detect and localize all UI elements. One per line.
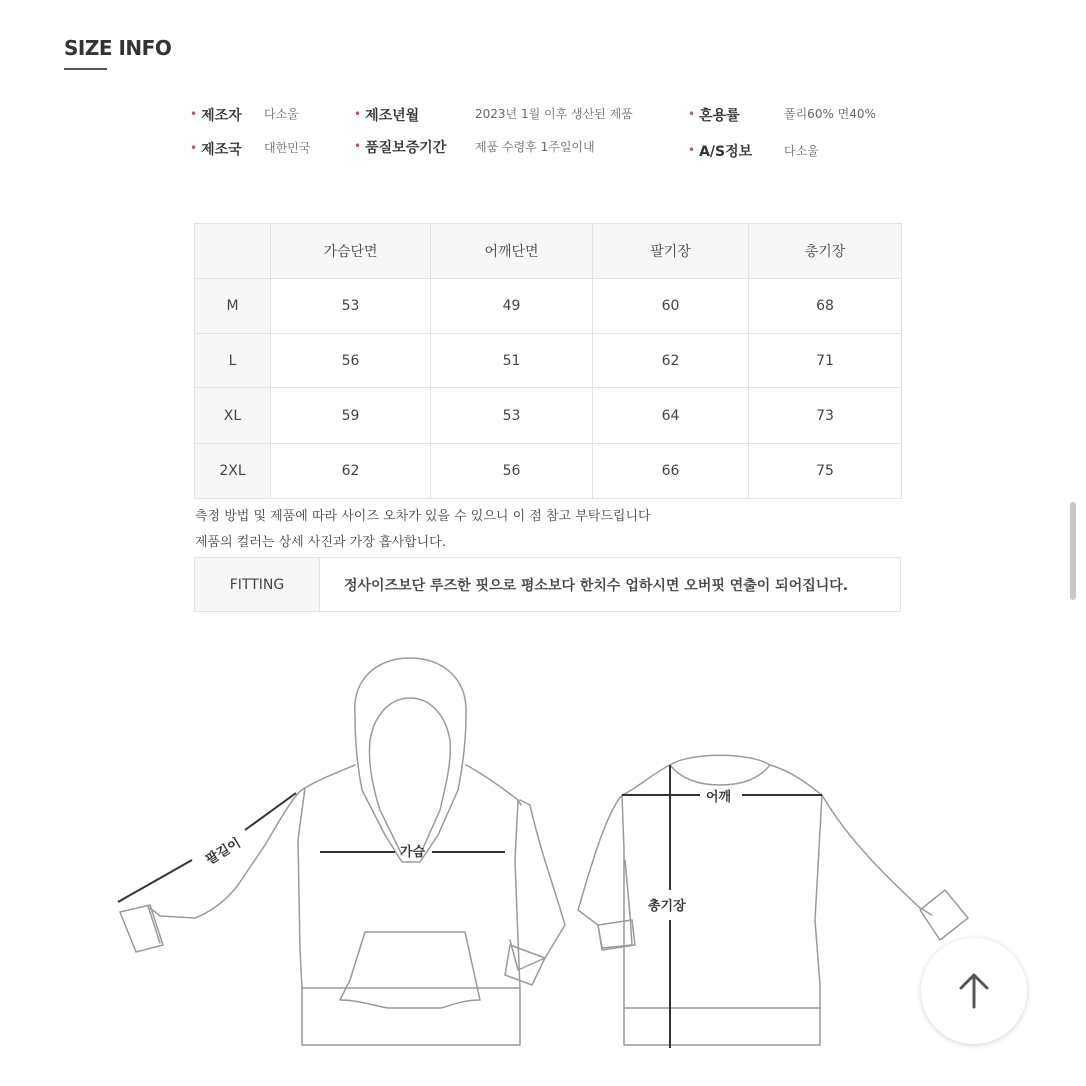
table-cell: 56 [271, 334, 431, 388]
table-cell: 56 [431, 444, 593, 499]
bullet-dot-icon: • [190, 107, 198, 121]
sleeve-measure-label: 팔길이 [203, 835, 244, 869]
hoodie-measurement-diagram [0, 640, 1086, 1086]
table-cell: 64 [593, 388, 749, 444]
hoodie-back-illustration [578, 755, 968, 1045]
section-title: SIZE INFO [64, 36, 172, 60]
table-cell: 53 [431, 388, 593, 444]
bullet-dot-icon: • [354, 139, 362, 153]
table-cell: 68 [749, 279, 902, 334]
fitting-text: 정사이즈보단 루즈한 핏으로 평소보다 한치수 업하시면 오버핏 연출이 되어집니다. [344, 577, 849, 594]
table-row [195, 334, 902, 388]
table-cell: 66 [593, 444, 749, 499]
info-as-label: • A/S정보 [688, 143, 753, 160]
table-cell: 49 [431, 279, 593, 334]
table-cell: 62 [593, 334, 749, 388]
table-row-size: XL [195, 388, 271, 444]
info-date-value: 2023년 1월 이후 생산된 제품 [475, 107, 633, 121]
table-header-cell: 총기장 [749, 224, 902, 279]
bullet-dot-icon: • [190, 141, 198, 155]
table-row-size: M [195, 279, 271, 334]
info-maker-label: • 제조자 [190, 107, 242, 124]
length-measure-label: 총기장 [648, 899, 686, 914]
table-cell: 71 [749, 334, 902, 388]
fitting-label: FITTING [195, 558, 320, 611]
table-header-cell [195, 224, 271, 279]
scroll-to-top-button[interactable] [921, 938, 1027, 1044]
table-row [195, 388, 902, 444]
table-cell: 60 [593, 279, 749, 334]
table-cell: 62 [271, 444, 431, 499]
bullet-dot-icon: • [688, 107, 696, 121]
measurement-note: 측정 방법 및 제품에 따라 사이즈 오차가 있을 수 있으니 이 점 참고 부탁드립니다 [195, 509, 651, 524]
table-header-row [195, 224, 902, 279]
info-maker-value: 다소울 [264, 107, 299, 121]
table-row [195, 444, 902, 499]
info-as-value: 다소울 [784, 144, 819, 158]
info-warranty-label: • 품질보증기간 [354, 139, 447, 156]
table-cell: 59 [271, 388, 431, 444]
table-cell: 51 [431, 334, 593, 388]
info-material-label: • 혼용률 [688, 107, 740, 124]
info-material-value: 폴리60% 면40% [784, 107, 876, 121]
info-country-value: 대한민국 [264, 141, 311, 155]
size-table [194, 223, 902, 499]
fitting-box [194, 557, 901, 612]
table-cell: 53 [271, 279, 431, 334]
arrow-up-icon [952, 969, 996, 1013]
table-row-size: 2XL [195, 444, 271, 499]
title-underline [64, 68, 107, 70]
info-warranty-value: 제품 수령후 1주일이내 [475, 140, 595, 154]
color-note: 제품의 컬러는 상세 사진과 가장 흡사합니다. [195, 535, 446, 550]
table-header-cell: 어깨단면 [431, 224, 593, 279]
page-scrollbar[interactable] [1070, 502, 1076, 600]
measurement-lines [118, 765, 822, 1048]
bullet-dot-icon: • [688, 143, 696, 157]
info-country-label: • 제조국 [190, 141, 242, 158]
bullet-dot-icon: • [354, 107, 362, 121]
chest-measure-label: 가슴 [400, 845, 426, 860]
table-header-cell: 가슴단면 [271, 224, 431, 279]
shoulder-measure-label: 어깨 [706, 790, 732, 805]
info-date-label: • 제조년월 [354, 107, 420, 124]
table-header-cell: 팔기장 [593, 224, 749, 279]
table-row-size: L [195, 334, 271, 388]
table-cell: 75 [749, 444, 902, 499]
table-row [195, 279, 902, 334]
table-cell: 73 [749, 388, 902, 444]
